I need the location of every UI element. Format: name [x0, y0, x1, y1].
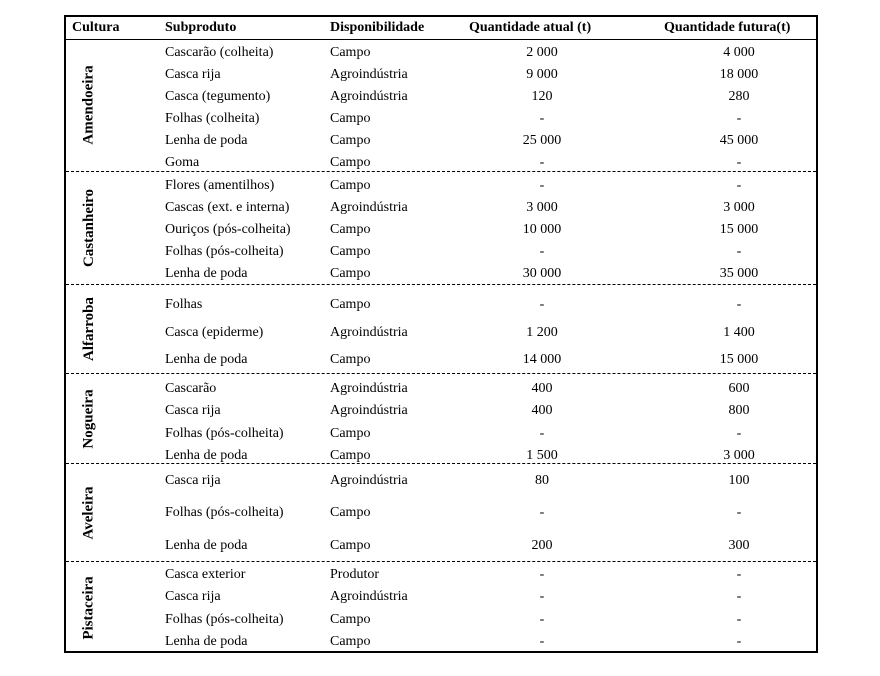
crop-group	[66, 285, 816, 373]
quantidade-futura-cell: 18 000	[719, 67, 759, 82]
subproduto-cell: Folhas (pós-colheita)	[165, 426, 284, 441]
quantidade-atual-cell: 30 000	[522, 266, 562, 281]
subproduto-cell: Folhas (pós-colheita)	[165, 612, 284, 627]
table-row	[66, 198, 816, 218]
quantidade-futura-cell: 300	[728, 538, 750, 553]
disponibilidade-cell: Agroindústria	[330, 200, 408, 215]
quantidade-atual-cell: -	[539, 567, 545, 582]
crop-label: Nogueira	[81, 388, 98, 449]
table-row	[66, 565, 816, 585]
table-row	[66, 43, 816, 63]
quantidade-futura-cell: -	[736, 155, 742, 170]
header-disponibilidade: Disponibilidade	[330, 20, 425, 35]
table-header	[66, 17, 816, 40]
quantidade-atual-cell: 80	[535, 473, 549, 488]
quantidade-futura-cell: 600	[728, 381, 750, 396]
crop-label: Amendoeira	[81, 65, 97, 145]
table-row	[66, 536, 816, 556]
quantidade-atual-cell: 400	[531, 381, 553, 396]
subproduto-cell: Lenha de poda	[165, 538, 248, 553]
table-row	[66, 471, 816, 491]
table-row	[66, 176, 816, 196]
disponibilidade-cell: Campo	[330, 634, 371, 649]
quantidade-atual-cell: -	[539, 426, 545, 441]
quantidade-atual-cell: 14 000	[522, 352, 562, 367]
subproduto-cell: Lenha de poda	[165, 352, 248, 367]
subproduto-cell: Casca (tegumento)	[165, 89, 271, 104]
quantidade-atual-cell: -	[539, 178, 545, 193]
quantidade-atual-cell: 1 200	[526, 325, 558, 340]
subproduto-cell: Casca exterior	[165, 567, 246, 582]
subproduto-cell: Casca rija	[165, 473, 221, 488]
disponibilidade-cell: Campo	[330, 297, 371, 312]
quantidade-atual-cell: 200	[531, 538, 553, 553]
subproduto-cell: Folhas (colheita)	[165, 111, 260, 126]
quantidade-futura-cell: 4 000	[723, 45, 755, 60]
crop-group	[66, 562, 816, 653]
subproduto-cell: Lenha de poda	[165, 634, 248, 649]
subproduto-cell: Casca rija	[165, 67, 221, 82]
subproduto-cell: Goma	[165, 155, 200, 170]
crop-group	[66, 464, 816, 561]
crop-label: Aveleira	[81, 485, 97, 540]
quantidade-futura-cell: -	[736, 297, 742, 312]
subproduto-cell: Lenha de poda	[165, 266, 248, 281]
subproduto-cell: Casca rija	[165, 589, 221, 604]
header-cultura: Cultura	[72, 20, 120, 35]
quantidade-atual-cell: -	[539, 297, 545, 312]
table-row	[66, 295, 816, 315]
quantidade-atual-cell: -	[539, 244, 545, 259]
header-quantidade-futura: Quantidade futura(t)	[664, 20, 791, 35]
quantidade-atual-cell: 25 000	[522, 133, 562, 148]
header-subproduto: Subproduto	[165, 20, 237, 35]
disponibilidade-cell: Agroindústria	[330, 89, 408, 104]
subproduto-cell: Casca (epiderme)	[165, 325, 264, 340]
quantidade-futura-cell: -	[736, 244, 742, 259]
disponibilidade-cell: Agroindústria	[330, 589, 408, 604]
disponibilidade-cell: Campo	[330, 178, 371, 193]
quantidade-atual-cell: 3 000	[526, 200, 558, 215]
quantidade-futura-cell: 3 000	[723, 200, 755, 215]
subproduto-cell: Casca rija	[165, 403, 221, 418]
quantidade-futura-cell: 280	[728, 89, 750, 104]
disponibilidade-cell: Agroindústria	[330, 381, 408, 396]
table-row	[66, 350, 816, 370]
quantidade-atual-cell: 10 000	[522, 222, 562, 237]
subproduto-cell: Cascarão	[165, 381, 217, 396]
disponibilidade-cell: Campo	[330, 155, 371, 170]
table-row	[66, 264, 816, 284]
table-row	[66, 220, 816, 240]
table-row	[66, 242, 816, 262]
quantidade-futura-cell: -	[736, 612, 742, 627]
quantidade-futura-cell: 15 000	[719, 222, 759, 237]
quantidade-futura-cell: -	[736, 426, 742, 441]
quantidade-futura-cell: -	[736, 634, 742, 649]
table-row	[66, 503, 816, 523]
disponibilidade-cell: Campo	[330, 612, 371, 627]
disponibilidade-cell: Campo	[330, 426, 371, 441]
disponibilidade-cell: Agroindústria	[330, 403, 408, 418]
quantidade-atual-cell: -	[539, 505, 545, 520]
table-row	[66, 87, 816, 107]
quantidade-atual-cell: -	[539, 155, 545, 170]
quantidade-futura-cell: -	[736, 178, 742, 193]
quantidade-futura-cell: 45 000	[719, 133, 759, 148]
quantidade-futura-cell: 1 400	[723, 325, 755, 340]
quantidade-atual-cell: 1 500	[526, 448, 558, 463]
disponibilidade-cell: Campo	[330, 222, 371, 237]
subproduto-cell: Folhas	[165, 297, 203, 312]
quantidade-atual-cell: 9 000	[526, 67, 558, 82]
quantidade-futura-cell: 100	[728, 473, 750, 488]
disponibilidade-cell: Campo	[330, 266, 371, 281]
table-row	[66, 109, 816, 129]
subproduto-cell: Cascas (ext. e interna)	[165, 200, 290, 215]
crop-label: Castanheiro	[81, 188, 97, 268]
disponibilidade-cell: Agroindústria	[330, 325, 408, 340]
quantidade-atual-cell: 2 000	[526, 45, 558, 60]
table-row	[66, 153, 816, 173]
table-row	[66, 131, 816, 151]
quantidade-futura-cell: 3 000	[723, 448, 755, 463]
quantidade-futura-cell: -	[736, 111, 742, 126]
table-row	[66, 587, 816, 607]
crop-group	[66, 172, 816, 284]
table-row	[66, 401, 816, 421]
quantidade-atual-cell: -	[539, 612, 545, 627]
quantidade-futura-cell: -	[736, 567, 742, 582]
crop-label: Alfarroba	[81, 297, 98, 361]
disponibilidade-cell: Campo	[330, 538, 371, 553]
disponibilidade-cell: Campo	[330, 352, 371, 367]
quantidade-futura-cell: 800	[728, 403, 750, 418]
disponibilidade-cell: Campo	[330, 244, 371, 259]
quantidade-futura-cell: 15 000	[719, 352, 759, 367]
quantidade-futura-cell: -	[736, 505, 742, 520]
subproduto-cell: Flores (amentilhos)	[165, 178, 275, 193]
disponibilidade-cell: Agroindústria	[330, 473, 408, 488]
disponibilidade-cell: Campo	[330, 133, 371, 148]
quantidade-atual-cell: 120	[531, 89, 553, 104]
quantidade-futura-cell: -	[736, 589, 742, 604]
table-row	[66, 379, 816, 399]
table-row	[66, 65, 816, 85]
crop-group	[66, 39, 816, 171]
disponibilidade-cell: Produtor	[330, 567, 379, 582]
subproduto-cell: Lenha de poda	[165, 133, 248, 148]
quantidade-atual-cell: -	[539, 634, 545, 649]
disponibilidade-cell: Campo	[330, 505, 371, 520]
quantidade-futura-cell: 35 000	[719, 266, 759, 281]
crop-group	[66, 374, 816, 463]
byproducts-table	[64, 15, 818, 653]
subproduto-cell: Cascarão (colheita)	[165, 45, 274, 60]
quantidade-atual-cell: 400	[531, 403, 553, 418]
disponibilidade-cell: Campo	[330, 111, 371, 126]
subproduto-cell: Lenha de poda	[165, 448, 248, 463]
quantidade-atual-cell: -	[539, 589, 545, 604]
header-quantidade-atual: Quantidade atual (t)	[469, 20, 592, 35]
disponibilidade-cell: Campo	[330, 448, 371, 463]
disponibilidade-cell: Agroindústria	[330, 67, 408, 82]
subproduto-cell: Ouriços (pós-colheita)	[165, 222, 291, 237]
table-row	[66, 424, 816, 444]
crop-label: Pistaceira	[81, 575, 97, 640]
table-row	[66, 610, 816, 630]
table-row	[66, 632, 816, 652]
disponibilidade-cell: Campo	[330, 45, 371, 60]
table-row	[66, 323, 816, 343]
quantidade-atual-cell: -	[539, 111, 545, 126]
subproduto-cell: Folhas (pós-colheita)	[165, 505, 284, 520]
subproduto-cell: Folhas (pós-colheita)	[165, 244, 284, 259]
